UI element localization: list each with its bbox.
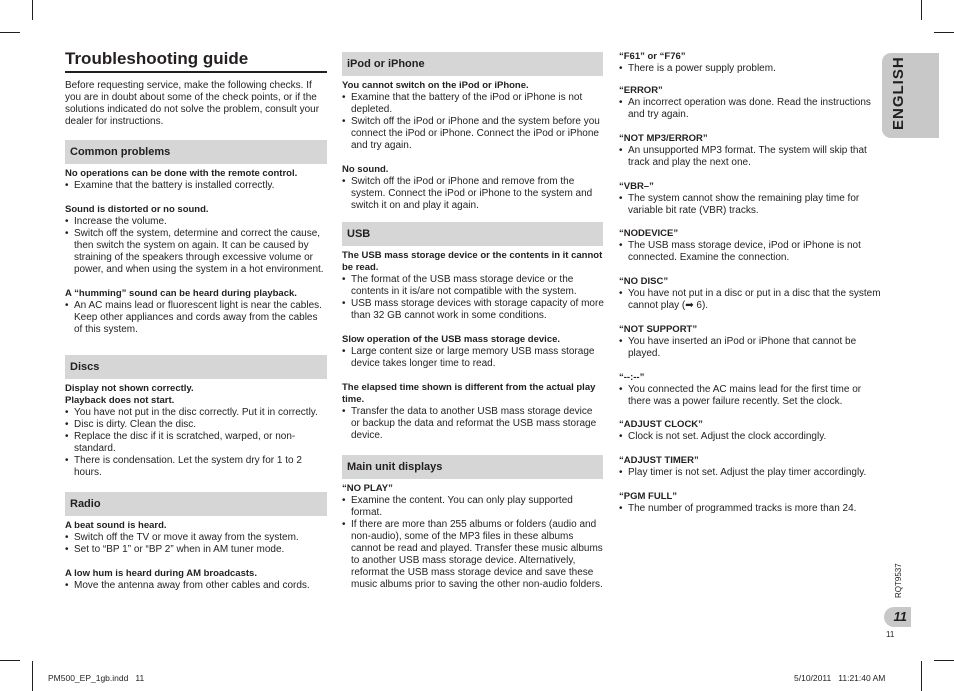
- crop-mark: [32, 661, 33, 691]
- solution-item: • Switch off the system, determine and correct the cause, then switch the system on again. It can be caused by straining of the speakers through excessive volume or power, and when using the system in a hot environment.: [65, 228, 327, 276]
- problem-heading: No sound.: [342, 164, 389, 175]
- problem-block: [65, 168, 327, 192]
- display-message: “PGM FULL”: [619, 491, 678, 502]
- problem-block: [342, 382, 604, 442]
- solution-item: • The system cannot show the remaining play time for variable bit rate (VBR) tracks.: [619, 193, 874, 217]
- solution-item: • You have not put in a disc or put in a disc that the system cannot play (➡ 6).: [619, 288, 889, 312]
- solution-item: • You connected the AC mains lead for the first time or there was a power failure recently. Set the clock.: [619, 384, 874, 408]
- problem-block: [342, 80, 604, 152]
- problem-heading: The USB mass storage device or the contents in it cannot be read.: [342, 250, 603, 273]
- solution-item: • Switch off the TV or move it away from the system.: [65, 532, 327, 544]
- solution-item: • Examine that the battery is installed correctly.: [65, 180, 327, 192]
- display-message: “NODEVICE”: [619, 228, 679, 239]
- crop-mark: [0, 32, 20, 33]
- problem-block: [65, 383, 327, 479]
- display-message-block: [619, 455, 874, 479]
- display-message: “ERROR”: [619, 85, 663, 96]
- display-message-block: [619, 133, 874, 169]
- solution-item: • An incorrect operation was done. Read the instructions and try again.: [619, 97, 874, 121]
- display-message: “ADJUST CLOCK”: [619, 419, 703, 430]
- page-title: Troubleshooting guide: [65, 49, 249, 68]
- problem-heading: The elapsed time shown is different from the actual play time.: [342, 382, 596, 405]
- display-message-block: [619, 276, 889, 312]
- footer-timestamp: 5/10/2011 11:21:40 AM: [794, 673, 886, 683]
- solution-item: • Examine that the battery of the iPod or iPhone is not depleted.: [342, 92, 604, 116]
- problem-heading: A low hum is heard during AM broadcasts.: [65, 568, 257, 579]
- solution-item: • Disc is dirty. Clean the disc.: [65, 419, 327, 431]
- section-heading-main-unit-displays: Main unit displays: [342, 455, 603, 479]
- solution-item: • Examine the content. You can only play supported format.: [342, 495, 604, 519]
- display-message-block: [619, 372, 874, 408]
- problem-block: [65, 520, 327, 556]
- crop-mark: [32, 0, 33, 20]
- display-message: “NOT MP3/ERROR”: [619, 133, 708, 144]
- crop-mark: [921, 0, 922, 20]
- solution-item: • The format of the USB mass storage device or the contents in it is/are not compatible with the system.: [342, 274, 604, 298]
- display-message: “NOT SUPPORT”: [619, 324, 698, 335]
- crop-mark: [921, 661, 922, 691]
- solution-item: • Replace the disc if it is scratched, warped, or non-standard.: [65, 431, 327, 455]
- solution-item: • Clock is not set. Adjust the clock accordingly.: [619, 431, 874, 443]
- display-message-block: [619, 228, 874, 264]
- section-heading-common-problems: Common problems: [65, 140, 327, 164]
- problem-heading: You cannot switch on the iPod or iPhone.: [342, 80, 529, 91]
- problem-heading: Sound is distorted or no sound.: [65, 204, 209, 215]
- problem-heading: A “humming” sound can be heard during playback.: [65, 288, 297, 299]
- problem-block: [342, 250, 604, 322]
- problem-block: [342, 164, 604, 212]
- problem-heading: Display not shown correctly.: [65, 383, 194, 394]
- problem-block: [342, 334, 604, 370]
- solution-item: • You have inserted an iPod or iPhone that cannot be played.: [619, 336, 874, 360]
- solution-item: • An AC mains lead or fluorescent light is near the cables. Keep other appliances and cords away from the cables of this system.: [65, 300, 327, 336]
- display-message-block: [619, 51, 874, 75]
- display-message-block: [619, 419, 874, 443]
- display-message-block: [619, 85, 874, 121]
- intro-paragraph: Before requesting service, make the following checks. If you are in doubt about some of the check points, or if the solutions indicated do not solve the problem, consult your dealer for instructions.: [65, 80, 320, 127]
- display-message: “VBR–”: [619, 181, 654, 192]
- section-heading-radio: Radio: [65, 492, 327, 516]
- display-message: “F61” or “F76”: [619, 51, 686, 62]
- section-heading-usb: USB: [342, 222, 603, 246]
- crop-mark: [934, 660, 954, 661]
- solution-item: • Move the antenna away from other cables and cords.: [65, 580, 327, 592]
- solution-item: • Switch off the iPod or iPhone and remove from the system. Connect the iPod or iPhone to the system and switch it on and play it again.: [342, 176, 604, 212]
- display-message: “NO DISC”: [619, 276, 669, 287]
- solution-item: • Large content size or large memory USB mass storage device takes longer time to read.: [342, 346, 604, 370]
- solution-item: • The number of programmed tracks is more than 24.: [619, 503, 874, 515]
- problem-heading: A beat sound is heard.: [65, 520, 167, 531]
- section-heading-discs: Discs: [65, 355, 327, 379]
- solution-item: • An unsupported MP3 format. The system will skip that track and play the next one.: [619, 145, 874, 169]
- problem-heading: Playback does not start.: [65, 395, 175, 406]
- solution-item: • Play timer is not set. Adjust the play timer accordingly.: [619, 467, 874, 479]
- solution-item: • There is a power supply problem.: [619, 63, 874, 75]
- footer-file-info: PM500_EP_1gb.indd 11: [48, 673, 145, 683]
- page-number-small: 11: [886, 630, 895, 639]
- display-message-block: [619, 181, 874, 217]
- solution-item: • USB mass storage devices with storage capacity of more than 32 GB cannot work in some conditions.: [342, 298, 604, 322]
- display-message: “ADJUST TIMER”: [619, 455, 699, 466]
- solution-item: • You have not put in the disc correctly. Put it in correctly.: [65, 407, 327, 419]
- problem-block: [65, 568, 327, 592]
- solution-item: • Set to “BP 1” or “BP 2” when in AM tuner mode.: [65, 544, 327, 556]
- solution-item: • Increase the volume.: [65, 216, 327, 228]
- language-label: ENGLISH: [890, 56, 907, 130]
- problem-block: [65, 288, 327, 336]
- problem-block: [65, 204, 327, 276]
- display-message: “--:--”: [619, 372, 645, 383]
- solution-item: • Transfer the data to another USB mass storage device or backup the data and reformat the USB mass storage device.: [342, 406, 604, 442]
- problem-heading: Slow operation of the USB mass storage device.: [342, 334, 561, 345]
- page-number-badge: 11: [884, 607, 911, 627]
- display-message-block: [619, 324, 874, 360]
- section-heading-ipod: iPod or iPhone: [342, 52, 603, 76]
- problem-block: [342, 483, 604, 591]
- title-rule: [65, 71, 327, 73]
- solution-item: • If there are more than 255 albums or folders (audio and non-audio), some of the MP3 files in these albums cannot be read and played. Transfer these music albums to another USB mass storage device. Alternatively, reformat the USB mass storage device and save these music albums prior to saving the other non-audio folders.: [342, 519, 604, 591]
- display-message-block: [619, 491, 874, 515]
- crop-mark: [0, 660, 20, 661]
- crop-mark: [934, 32, 954, 33]
- solution-item: • Switch off the iPod or iPhone and the system before you connect the iPod or iPhone. Connect the iPod or iPhone and try again.: [342, 116, 604, 152]
- solution-item: • There is condensation. Let the system dry for 1 to 2 hours.: [65, 455, 327, 479]
- problem-heading: “NO PLAY”: [342, 483, 393, 494]
- problem-heading: No operations can be done with the remote control.: [65, 168, 298, 179]
- document-code: RQT9537: [894, 563, 903, 598]
- solution-item: • The USB mass storage device, iPod or iPhone is not connected. Examine the connection.: [619, 240, 874, 264]
